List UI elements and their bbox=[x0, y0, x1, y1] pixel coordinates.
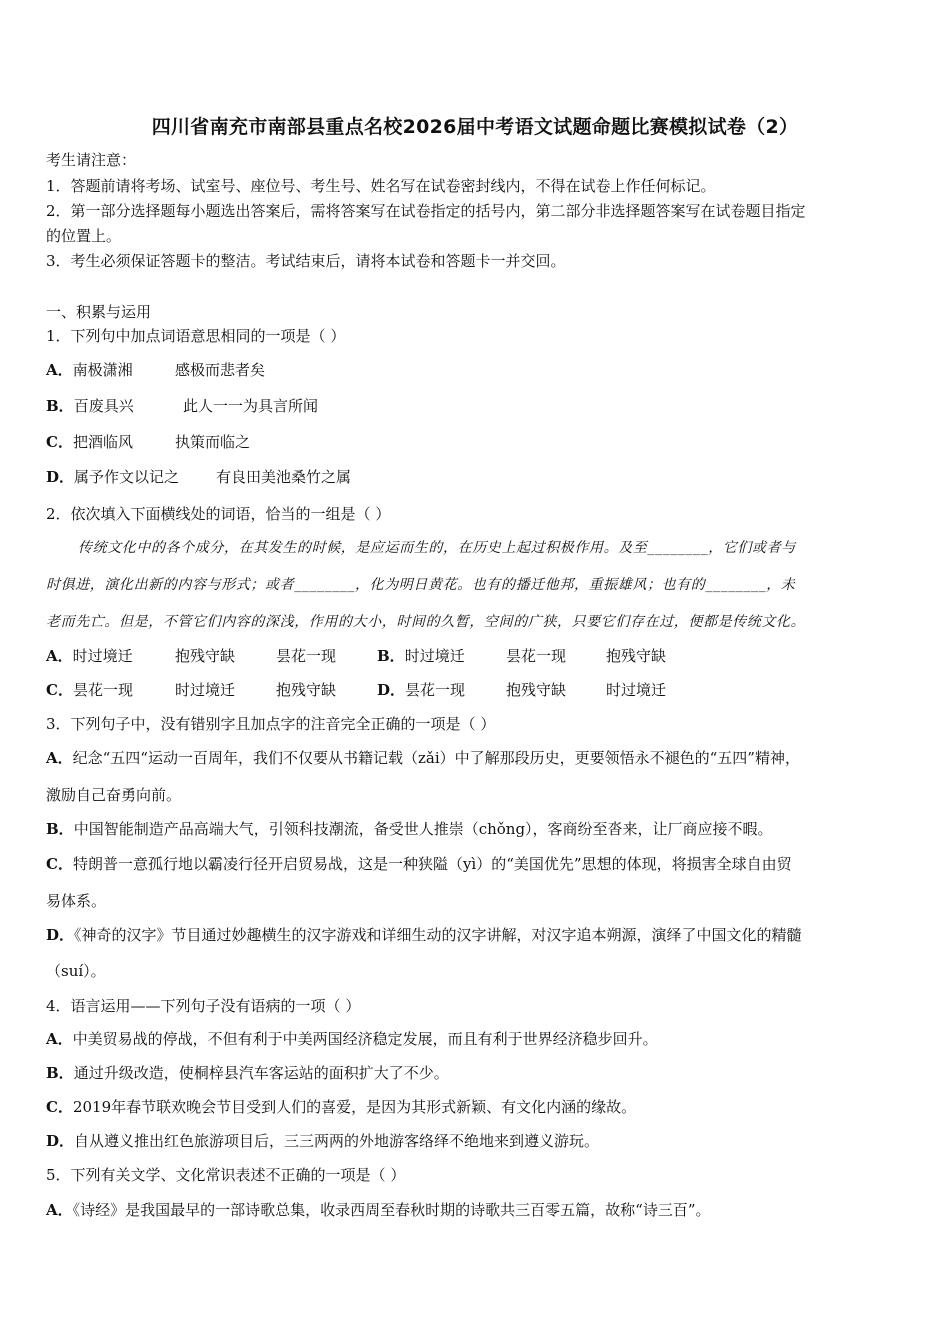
notice-item: 3．考生必须保证答题卡的整洁。考试结束后，请将本试卷和答题卡一并交回。 bbox=[46, 252, 566, 270]
option-label: D． bbox=[46, 926, 75, 944]
option-text: 纪念“五四“运动一百周年，我们不仅要从书籍记载（zǎi）中了解那段历史，更要领悟永不褪色的“五四”精神， bbox=[72, 749, 800, 767]
q1-option-d-pair: 有良田美池桑竹之属 bbox=[216, 468, 352, 486]
option-label: B． bbox=[46, 820, 74, 838]
q3-option-d-cont: （suí）。 bbox=[46, 962, 106, 980]
q2-option-c bbox=[46, 680, 133, 700]
option-label: A． bbox=[46, 361, 73, 379]
option-label: A． bbox=[46, 749, 73, 767]
q1-option-c-pair: 执策而临之 bbox=[175, 433, 251, 451]
q2-option-b bbox=[377, 646, 465, 666]
option-word: 抱残守缺 bbox=[506, 681, 567, 699]
option-text: 南极潇湘 bbox=[72, 361, 133, 379]
page-title: 四川省南充市南部县重点名校2026届中考语文试题命题比赛模拟试卷（2） bbox=[151, 116, 799, 138]
option-label: A． bbox=[46, 1030, 73, 1048]
option-label: D． bbox=[46, 1132, 75, 1150]
option-word: 时过境迁 bbox=[175, 681, 236, 699]
q1-option-c bbox=[46, 432, 133, 452]
q3-option-c bbox=[46, 854, 792, 874]
option-label: B． bbox=[46, 1064, 74, 1082]
q4-option-a bbox=[46, 1029, 658, 1049]
option-label: B． bbox=[377, 647, 405, 665]
option-word: 抱残守缺 bbox=[606, 647, 667, 665]
q5-option-a bbox=[46, 1200, 710, 1220]
option-text: 2019年春节联欢晚会节目受到人们的喜爱，是因为其形式新颖、有文化内涵的缘故。 bbox=[72, 1098, 637, 1116]
q1-stem: 1．下列句中加点词语意思相同的一项是（ ） bbox=[46, 327, 346, 345]
option-label: C． bbox=[46, 433, 73, 451]
q4-stem: 4．语言运用——下列句子没有语病的一项（ ） bbox=[46, 997, 361, 1015]
option-word: 抱残守缺 bbox=[175, 647, 236, 665]
q4-option-b bbox=[46, 1063, 449, 1083]
q1-option-a bbox=[46, 360, 133, 380]
option-word: 时过境迁 bbox=[72, 647, 133, 665]
notice-item: 1．答题前请将考场、试室号、座位号、考生号、姓名写在试卷密封线内，不得在试卷上作任何标记。 bbox=[46, 177, 716, 195]
q4-option-d bbox=[46, 1131, 599, 1151]
option-word: 时过境迁 bbox=[404, 647, 465, 665]
q1-option-a-pair: 感极而悲者矣 bbox=[175, 361, 266, 379]
option-text: 把酒临风 bbox=[72, 433, 133, 451]
q2-stem: 2．依次填入下面横线处的词语，恰当的一组是（ ） bbox=[46, 505, 391, 523]
option-text: 特朗普一意孤行地以霸凌行径开启贸易战，这是一种狭隘（yì）的“美国优先”思想的体现，将损害全球自由贸 bbox=[72, 855, 792, 873]
q2-option-d bbox=[377, 680, 465, 700]
option-text: 属予作文以记之 bbox=[74, 468, 180, 486]
notice-heading: 考生请注意： bbox=[46, 151, 137, 169]
option-word: 昙花一现 bbox=[405, 681, 466, 699]
q5-stem: 5．下列有关文学、文化常识表述不正确的一项是（ ） bbox=[46, 1166, 406, 1184]
q2-passage-line: 时俱进，演化出新的内容与形式；或者________，化为明日黄花。也有的播迁他邦，重振雄风；也有的________，未 bbox=[46, 577, 796, 593]
q2-passage-line: 传统文化中的各个成分，在其发生的时候，是应运而生的，在历史上起过积极作用。及至________，它们或者与 bbox=[78, 540, 796, 556]
notice-item: 2．第一部分选择题每小题选出答案后，需将答案写在试卷指定的括号内，第二部分非选择题答案写在试卷题目指定 bbox=[46, 202, 806, 220]
q2-option-a bbox=[46, 646, 133, 666]
option-word: 抱残守缺 bbox=[276, 681, 337, 699]
option-word: 昙花一现 bbox=[72, 681, 133, 699]
option-text: 《神奇的汉字》节目通过妙趣横生的汉字游戏和详细生动的汉字讲解，对汉字追本朔源，演绎了中国文化的精髓 bbox=[74, 926, 802, 944]
option-text: 百废具兴 bbox=[73, 397, 134, 415]
option-label: C． bbox=[46, 855, 73, 873]
q3-option-a bbox=[46, 748, 800, 768]
q3-option-a-cont: 激励自己奋勇向前。 bbox=[46, 786, 182, 804]
option-label: D． bbox=[46, 468, 75, 486]
q3-stem: 3．下列句子中，没有错别字且加点字的注音完全正确的一项是（ ） bbox=[46, 715, 496, 733]
option-label: A． bbox=[46, 647, 73, 665]
option-word: 时过境迁 bbox=[606, 681, 667, 699]
option-text: 中美贸易战的停战，不但有利于中美两国经济稳定发展，而且有利于世界经济稳步回升。 bbox=[72, 1030, 658, 1048]
option-text: 《诗经》是我国最早的一部诗歌总集，收录西周至春秋时期的诗歌共三百零五篇，故称“诗三百”。 bbox=[72, 1201, 711, 1219]
option-label: C． bbox=[46, 681, 73, 699]
option-label: C． bbox=[46, 1098, 73, 1116]
option-word: 昙花一现 bbox=[506, 647, 567, 665]
q3-option-c-cont: 易体系。 bbox=[46, 892, 107, 910]
q3-option-b bbox=[46, 819, 773, 839]
section-heading: 一、积累与运用 bbox=[46, 303, 152, 321]
q3-option-d bbox=[46, 925, 802, 945]
option-label: A． bbox=[46, 1201, 73, 1219]
option-text: 通过升级改造，使桐梓县汽车客运站的面积扩大了不少。 bbox=[73, 1064, 449, 1082]
option-label: D． bbox=[377, 681, 406, 699]
option-label: B． bbox=[46, 397, 74, 415]
q2-passage-line: 老而先亡。但是，不管它们内容的深浅，作用的大小，时间的久暂，空间的广狭，只要它们存在过，便都是传统文化。 bbox=[46, 614, 806, 630]
q1-option-b-pair: 此人一一为具言所闻 bbox=[183, 397, 319, 415]
q1-option-d bbox=[46, 467, 179, 487]
q4-option-c bbox=[46, 1097, 636, 1117]
option-word: 昙花一现 bbox=[276, 647, 337, 665]
notice-item: 的位置上。 bbox=[46, 227, 122, 245]
option-text: 中国智能制造产品高端大气，引领科技潮流，备受世人推崇（chǒng），客商纷至沓来，让厂商应接不暇。 bbox=[73, 820, 773, 838]
option-text: 自从遵义推出红色旅游项目后，三三两两的外地游客络绎不绝地来到遵义游玩。 bbox=[74, 1132, 600, 1150]
q1-option-b bbox=[46, 396, 134, 416]
